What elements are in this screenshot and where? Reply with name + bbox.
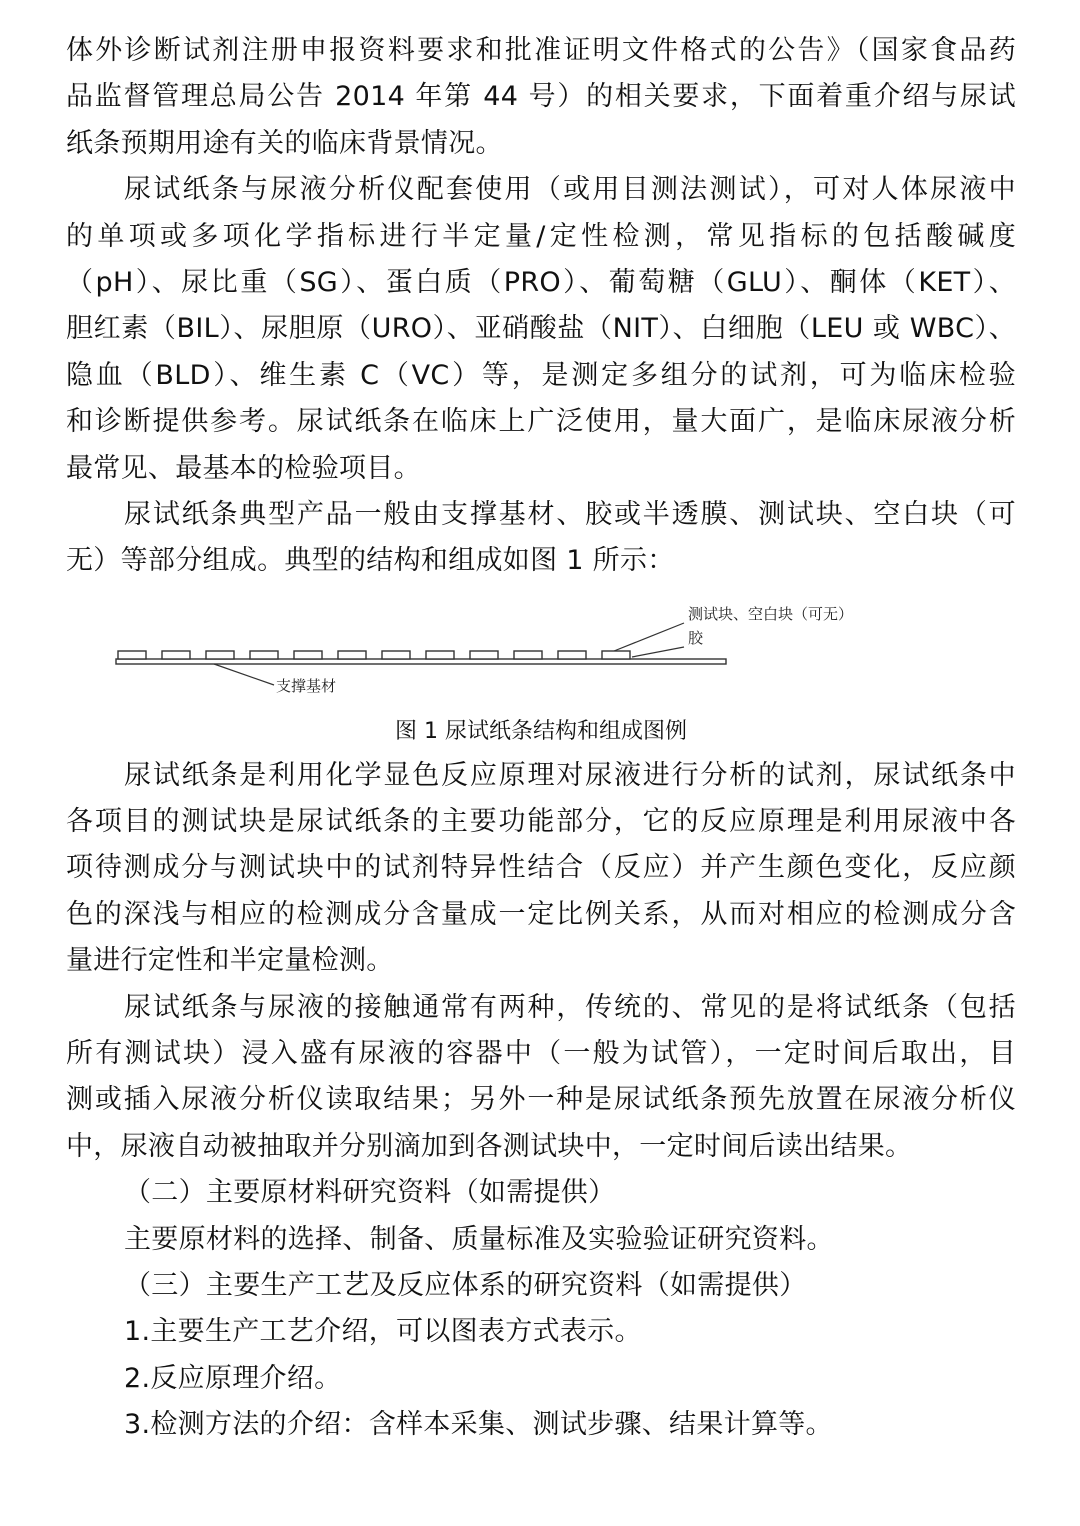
section-body-raw-materials: 主要原材料的选择、制备、质量标准及实验验证研究资料。 (124, 1223, 834, 1255)
test-pad (558, 651, 586, 659)
test-pad (294, 651, 322, 659)
document-page (66, 28, 1016, 1449)
paragraph-intro-continuation (66, 28, 1016, 167)
figure-caption: 图 1 尿试纸条结构和组成图例 (395, 718, 687, 744)
text-line: 无）等部分组成。典型的结构和组成如图 1 所示： (66, 545, 675, 577)
paragraph-principle (66, 753, 1016, 985)
test-pad (514, 651, 542, 659)
paragraph-contact-methods (66, 985, 1016, 1171)
text-line: 的单项或多项化学指标进行半定量/定性检测，常见指标的包括酸碱度 (66, 220, 1016, 252)
test-pad (426, 651, 454, 659)
test-pads (118, 651, 630, 659)
text-line: 测或插入尿液分析仪读取结果；另外一种是尿试纸条预先放置在尿液分析仪 (66, 1084, 1016, 1116)
section-heading-raw-materials: （二）主要原材料研究资料（如需提供） (124, 1177, 616, 1209)
text-line: 所有测试块）浸入盛有尿液的容器中（一般为试管），一定时间后取出，目 (66, 1038, 1016, 1070)
text-line: 量进行定性和半定量检测。 (66, 945, 394, 977)
list-item: 1.主要生产工艺介绍，可以图表方式表示。 (124, 1316, 642, 1348)
text-line: 色的深浅与相应的检测成分含量成一定比例关系，从而对相应的检测成分含 (66, 898, 1016, 930)
text-line: 纸条预期用途有关的临床背景情况。 (66, 127, 503, 159)
test-pad (250, 651, 278, 659)
leader-line-blocks (614, 623, 684, 651)
text-line: 和诊断提供参考。尿试纸条在临床上广泛使用，量大面广，是临床尿液分析 (66, 406, 1016, 438)
paragraph-structure (66, 492, 1016, 585)
label-support-base: 支撑基材 (276, 676, 337, 695)
text-line: （pH）、尿比重（SG）、蛋白质（PRO）、葡萄糖（GLU）、酮体（KET）、 (66, 266, 1016, 298)
text-line: 尿试纸条典型产品一般由支撑基材、胶或半透膜、测试块、空白块（可 (124, 498, 1016, 530)
test-pad (602, 651, 630, 659)
support-base (116, 659, 726, 664)
figure-strip-diagram (66, 597, 1016, 713)
label-test-blocks: 测试块、空白块（可无） (688, 604, 854, 623)
text-line: 体外诊断试剂注册申报资料要求和批准证明文件格式的公告》（国家食品药 (66, 35, 1016, 66)
text-line: 各项目的测试块是尿试纸条的主要功能部分，它的反应原理是利用尿液中各 (66, 806, 1016, 838)
text-line: 中，尿液自动被抽取并分别滴加到各测试块中，一定时间后读出结果。 (66, 1130, 913, 1162)
label-glue: 胶 (688, 628, 704, 647)
text-line: 尿试纸条与尿液的接触通常有两种，传统的、常见的是将试纸条（包括 (124, 991, 1016, 1023)
test-pad (338, 651, 366, 659)
test-pad (206, 651, 234, 659)
test-pad (382, 651, 410, 659)
section-heading-production-process: （三）主要生产工艺及反应体系的研究资料（如需提供） (124, 1269, 807, 1301)
text-line: 品监督管理总局公告 2014 年第 44 号）的相关要求，下面着重介绍与尿试 (66, 81, 1016, 113)
text-line: 尿试纸条与尿液分析仪配套使用（或用目测法测试），可对人体尿液中 (124, 174, 1016, 206)
text-line: 最常见、最基本的检验项目。 (66, 452, 421, 484)
paragraph-usage (66, 167, 1016, 492)
text-line: 尿试纸条是利用化学显色反应原理对尿液进行分析的试剂，尿试纸条中 (124, 759, 1016, 791)
text-line: 隐血（BLD）、维生素 C（VC）等，是测定多组分的试剂，可为临床检验 (66, 359, 1016, 391)
strip-diagram-svg (66, 597, 1016, 713)
text-line: 胆红素（BIL）、尿胆原（URO）、亚硝酸盐（NIT）、白细胞（LEU 或 WBC）、 (66, 313, 1016, 345)
leader-line-base (214, 664, 274, 685)
leader-line-glue (632, 647, 684, 657)
text-line: 项待测成分与测试块中的试剂特异性结合（反应）并产生颜色变化，反应颜 (66, 852, 1016, 884)
test-pad (118, 651, 146, 659)
test-pad (162, 651, 190, 659)
list-item: 3.检测方法的介绍：含样本采集、测试步骤、结果计算等。 (124, 1409, 833, 1441)
test-pad (470, 651, 498, 659)
list-item: 2.反应原理介绍。 (124, 1362, 342, 1394)
